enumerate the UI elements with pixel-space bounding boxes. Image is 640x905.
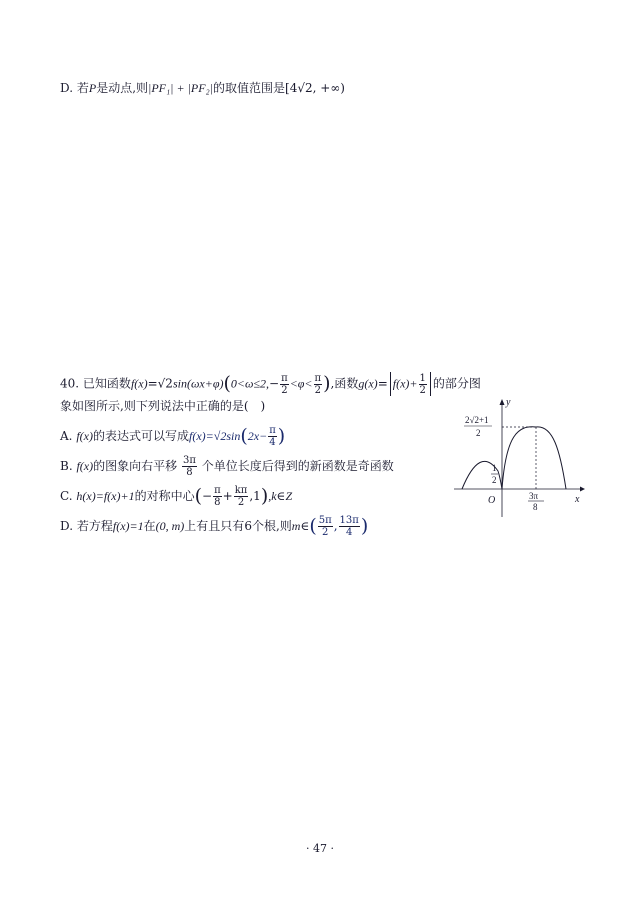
option-c[interactable]: C. h(x)=f(x)+1的对称中心(− $\frac{\pi}{8}$ + $\frac{k\pi}{2}$ ,1),k∈Z bbox=[60, 485, 293, 508]
x-axis-arrow bbox=[580, 487, 585, 492]
fraction: $\frac{\pi}{8}$ bbox=[214, 485, 221, 508]
range-value: [4√2, +∞) bbox=[285, 81, 345, 95]
option-d[interactable]: D. 若方程f(x)=1在(0, m)上有且只有6个根,则m∈( $\frac{5\pi}{2}$ , $\frac{13\pi}{4}$ ) bbox=[60, 515, 369, 538]
option-b[interactable]: B. f(x)的图象向右平移 $\frac{3\pi}{8}$ 个单位长度后得到的新函数是奇函数 bbox=[60, 455, 394, 478]
option-letter: A. bbox=[60, 429, 73, 443]
question-stem-line-2: 象如图所示,则下列说法中正确的是( ) bbox=[60, 399, 266, 413]
xtick-label-den: 8 bbox=[533, 502, 538, 512]
option-letter: D. bbox=[60, 81, 74, 95]
option-letter: C. bbox=[60, 489, 73, 503]
fraction: $\frac{k\pi}{2}$ bbox=[234, 485, 248, 508]
half-label-den: 2 bbox=[492, 475, 497, 485]
x-axis-label: x bbox=[575, 494, 580, 505]
peak-label-den: 2 bbox=[476, 428, 481, 438]
option-a[interactable]: A. f(x)的表达式可以写成f(x)=√2sin(2x− $\frac{\pi}{4}$ ) bbox=[60, 425, 286, 448]
fraction: $\frac{1}{2}$ bbox=[419, 372, 426, 396]
xtick-label-num: 3π bbox=[529, 491, 539, 501]
y-axis-label: y bbox=[506, 397, 511, 408]
page-number: · 47 · bbox=[306, 842, 334, 855]
half-label-num: 1 bbox=[492, 463, 497, 473]
peak-label-num: 2√2+1 bbox=[465, 415, 489, 425]
question-number: 40. bbox=[60, 376, 80, 391]
prev-option-d: D. 若P是动点,则|PF₁| + |PF₂|的取值范围是[4√2, +∞) bbox=[60, 81, 345, 95]
y-axis-arrow bbox=[500, 399, 505, 405]
curve-main-arch bbox=[502, 427, 566, 489]
fraction: $\frac{\pi}{4}$ bbox=[269, 425, 276, 448]
function-graph bbox=[448, 395, 588, 520]
question-stem: 40. 已知函数f(x)=√2sin(ωx+φ)(0<ω≤2,− $\frac{\pi}{2}$ <φ< $\frac{\pi}{2}$ ),函数g(x)= f(x)+ $\frac{1}{2}$ 的部分图 bbox=[60, 372, 481, 396]
fraction: $\frac{5\pi}{2}$ bbox=[318, 515, 332, 538]
fraction: $\frac{\pi}{2}$ bbox=[314, 372, 322, 396]
fraction: $\frac{3\pi}{8}$ bbox=[182, 455, 196, 478]
origin-label: O bbox=[488, 495, 496, 506]
option-letter: D. bbox=[60, 519, 74, 533]
option-letter: B. bbox=[60, 459, 73, 473]
fraction: $\frac{\pi}{2}$ bbox=[281, 372, 288, 396]
focal-distance-sum: |PF₁| + |PF₂| bbox=[148, 81, 213, 95]
fraction: $\frac{13\pi}{4}$ bbox=[339, 515, 359, 538]
